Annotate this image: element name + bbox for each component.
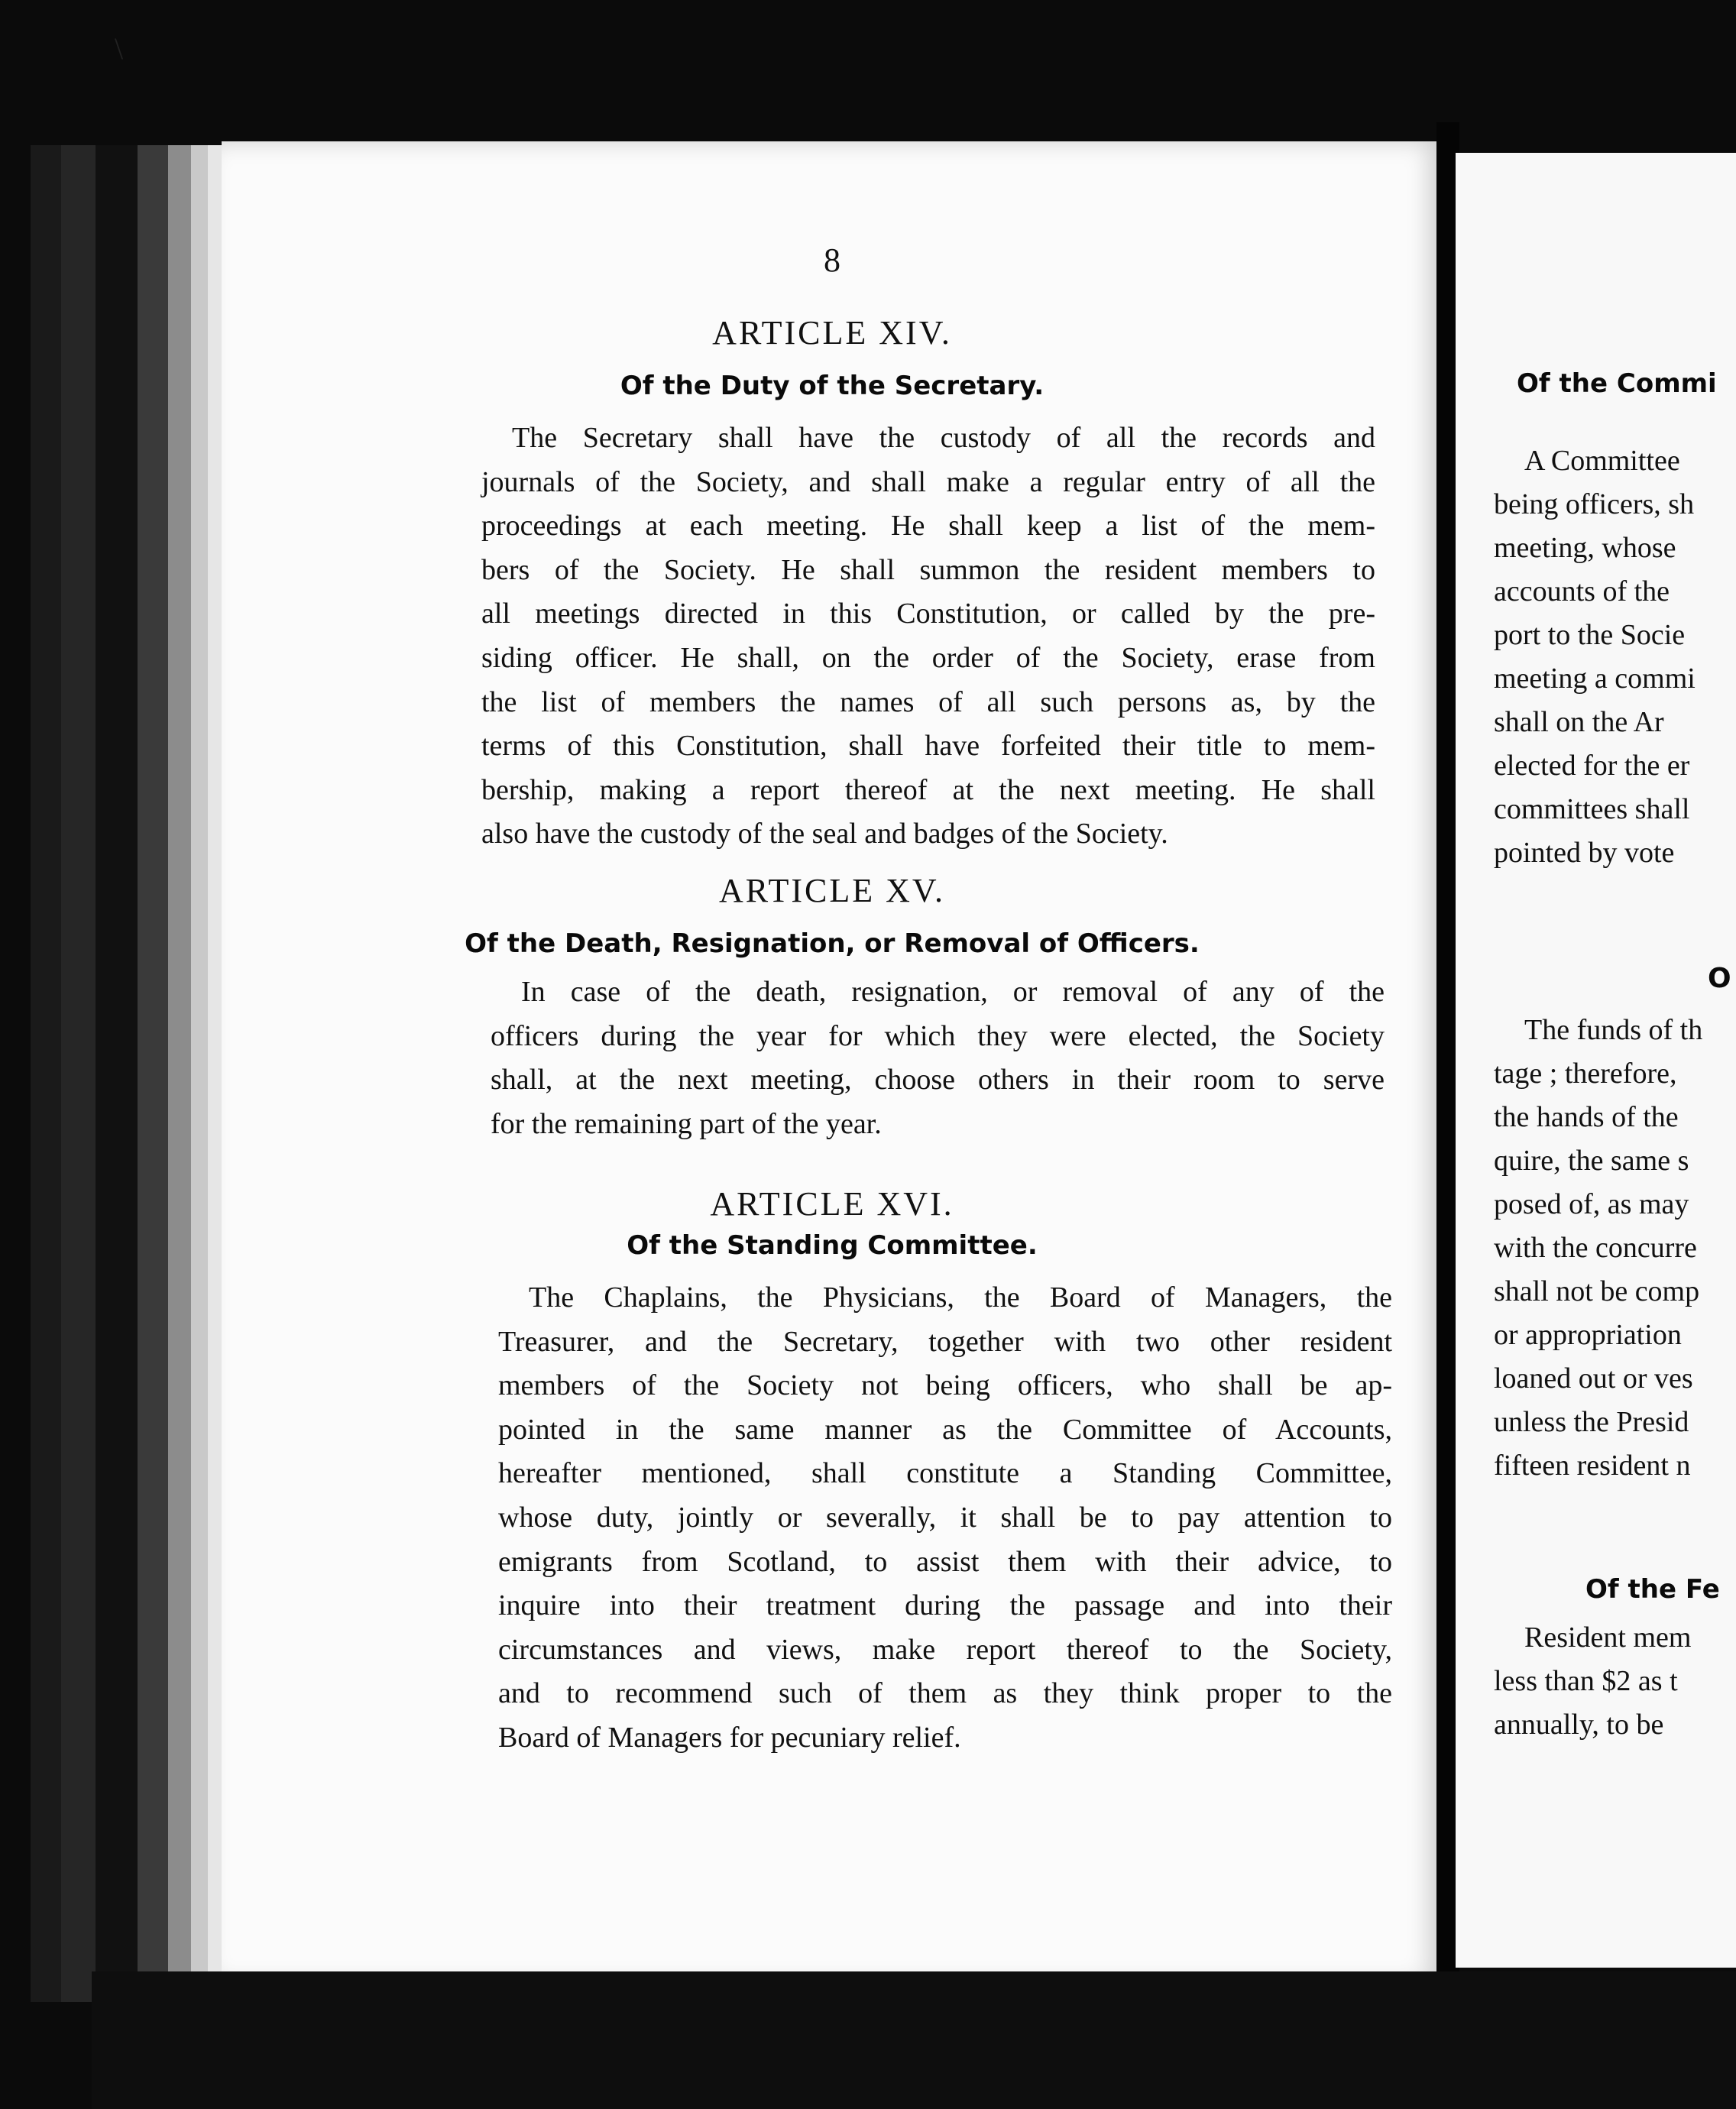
text-line: also have the custody of the seal and badges of the Society. bbox=[481, 818, 1168, 850]
text-line: In case of the death, resignation, or removal of any of the bbox=[521, 976, 1385, 1008]
text-line: unless the Presid bbox=[1494, 1406, 1689, 1438]
text-line: proceedings at each meeting. He shall keep a list of the mem- bbox=[481, 510, 1375, 543]
text-line: port to the Socie bbox=[1494, 619, 1686, 651]
text-line: Board of Managers for pecuniary relief. bbox=[498, 1721, 961, 1754]
text-line: The Secretary shall have the custody of all the records and bbox=[512, 422, 1375, 454]
article-body bbox=[481, 416, 1375, 857]
text-line: less than $2 as t bbox=[1494, 1665, 1678, 1697]
text-line: siding officer. He shall, on the order of the Society, erase from bbox=[481, 641, 1375, 674]
text-line: meeting, whose bbox=[1494, 532, 1676, 564]
text-line: inquire into their treatment during the passage and into their bbox=[498, 1589, 1392, 1622]
article-heading: Of the Commi bbox=[1517, 368, 1717, 399]
page-stack-edge bbox=[191, 145, 208, 2002]
text-line: annually, to be bbox=[1494, 1709, 1664, 1741]
text-line: with the concurre bbox=[1494, 1232, 1697, 1264]
text-line: fifteen resident n bbox=[1494, 1450, 1691, 1482]
article-title: ARTICLE XV. bbox=[719, 872, 945, 909]
text-line: circumstances and views, make report thereof to the Society, bbox=[498, 1633, 1392, 1666]
text-line: shall not be comp bbox=[1494, 1275, 1700, 1307]
article-title: ARTICLE XIV. bbox=[712, 314, 952, 352]
text-line: all meetings directed in this Constitution, or called by the pre- bbox=[481, 598, 1375, 630]
article-body bbox=[498, 1276, 1392, 1761]
binding-edge bbox=[61, 145, 96, 2002]
text-line: pointed by vote bbox=[1494, 837, 1675, 869]
text-line: and to recommend such of them as they think proper to the bbox=[498, 1677, 1392, 1710]
page-stack-edge bbox=[138, 145, 168, 2002]
text-line: shall on the Ar bbox=[1494, 706, 1664, 738]
text-line: Resident mem bbox=[1524, 1621, 1692, 1654]
article-body bbox=[1494, 1616, 1691, 1747]
page-stack-edge bbox=[208, 145, 222, 2002]
left-page bbox=[222, 141, 1443, 1983]
text-line: terms of this Constitution, shall have forfeited their title to mem- bbox=[481, 730, 1375, 763]
text-line: being officers, sh bbox=[1494, 488, 1695, 520]
article-heading: Of the Fe bbox=[1585, 1574, 1720, 1605]
page-number: 8 bbox=[824, 241, 840, 279]
text-line: accounts of the bbox=[1494, 575, 1670, 607]
text-line: journals of the Society, and shall make a regular entry of all the bbox=[481, 465, 1375, 498]
text-line: Treasurer, and the Secretary, together with two other resident bbox=[498, 1325, 1392, 1358]
text-line: The funds of th bbox=[1524, 1014, 1703, 1046]
scan-background bbox=[92, 1971, 1736, 2109]
text-line: committees shall bbox=[1494, 793, 1690, 825]
text-line: quire, the same s bbox=[1494, 1145, 1689, 1177]
text-line: tage ; therefore, bbox=[1494, 1058, 1677, 1090]
text-line: the list of members the names of all such persons as, by the bbox=[481, 685, 1375, 718]
text-line: emigrants from Scotland, to assist them with their advice, to bbox=[498, 1545, 1392, 1578]
article-heading: Of the Death, Resignation, or Removal of Officers. bbox=[465, 928, 1200, 959]
text-line: bers of the Society. He shall summon the resident members to bbox=[481, 553, 1375, 586]
right-page bbox=[1456, 153, 1736, 1968]
scan-speck: \ bbox=[115, 31, 124, 66]
article-heading: O bbox=[1708, 963, 1731, 994]
article-heading: Of the Standing Committee. bbox=[627, 1230, 1038, 1261]
article-body bbox=[491, 970, 1385, 1146]
text-line: shall, at the next meeting, choose others in their room to serve bbox=[491, 1064, 1385, 1097]
article-body bbox=[1494, 439, 1696, 875]
text-line: posed of, as may bbox=[1494, 1188, 1689, 1220]
text-line: the hands of the bbox=[1494, 1101, 1679, 1133]
text-line: hereafter mentioned, shall constitute a Standing Committee, bbox=[498, 1457, 1392, 1490]
binding-edge bbox=[96, 145, 138, 2002]
text-line: bership, making a report thereof at the next meeting. He shall bbox=[481, 773, 1375, 806]
text-line: or appropriation bbox=[1494, 1319, 1682, 1351]
text-line: pointed in the same manner as the Committee of Accounts, bbox=[498, 1413, 1392, 1446]
text-line: The Chaplains, the Physicians, the Board of Managers, the bbox=[529, 1281, 1392, 1314]
text-line: elected for the er bbox=[1494, 750, 1690, 782]
text-line: members of the Society not being officers, who shall be ap- bbox=[498, 1369, 1392, 1402]
text-line: for the remaining part of the year. bbox=[491, 1107, 882, 1140]
article-title: ARTICLE XVI. bbox=[710, 1185, 954, 1223]
text-line: loaned out or ves bbox=[1494, 1362, 1693, 1395]
text-line: meeting a commi bbox=[1494, 663, 1696, 695]
text-line: A Committee bbox=[1524, 445, 1680, 477]
page-stack-edge bbox=[168, 145, 191, 2002]
article-body bbox=[1494, 1009, 1702, 1488]
text-line: officers during the year for which they were elected, the Society bbox=[491, 1019, 1385, 1052]
article-heading: Of the Duty of the Secretary. bbox=[620, 371, 1045, 401]
text-line: whose duty, jointly or severally, it shall be to pay attention to bbox=[498, 1501, 1392, 1534]
binding-edge bbox=[31, 145, 61, 2002]
